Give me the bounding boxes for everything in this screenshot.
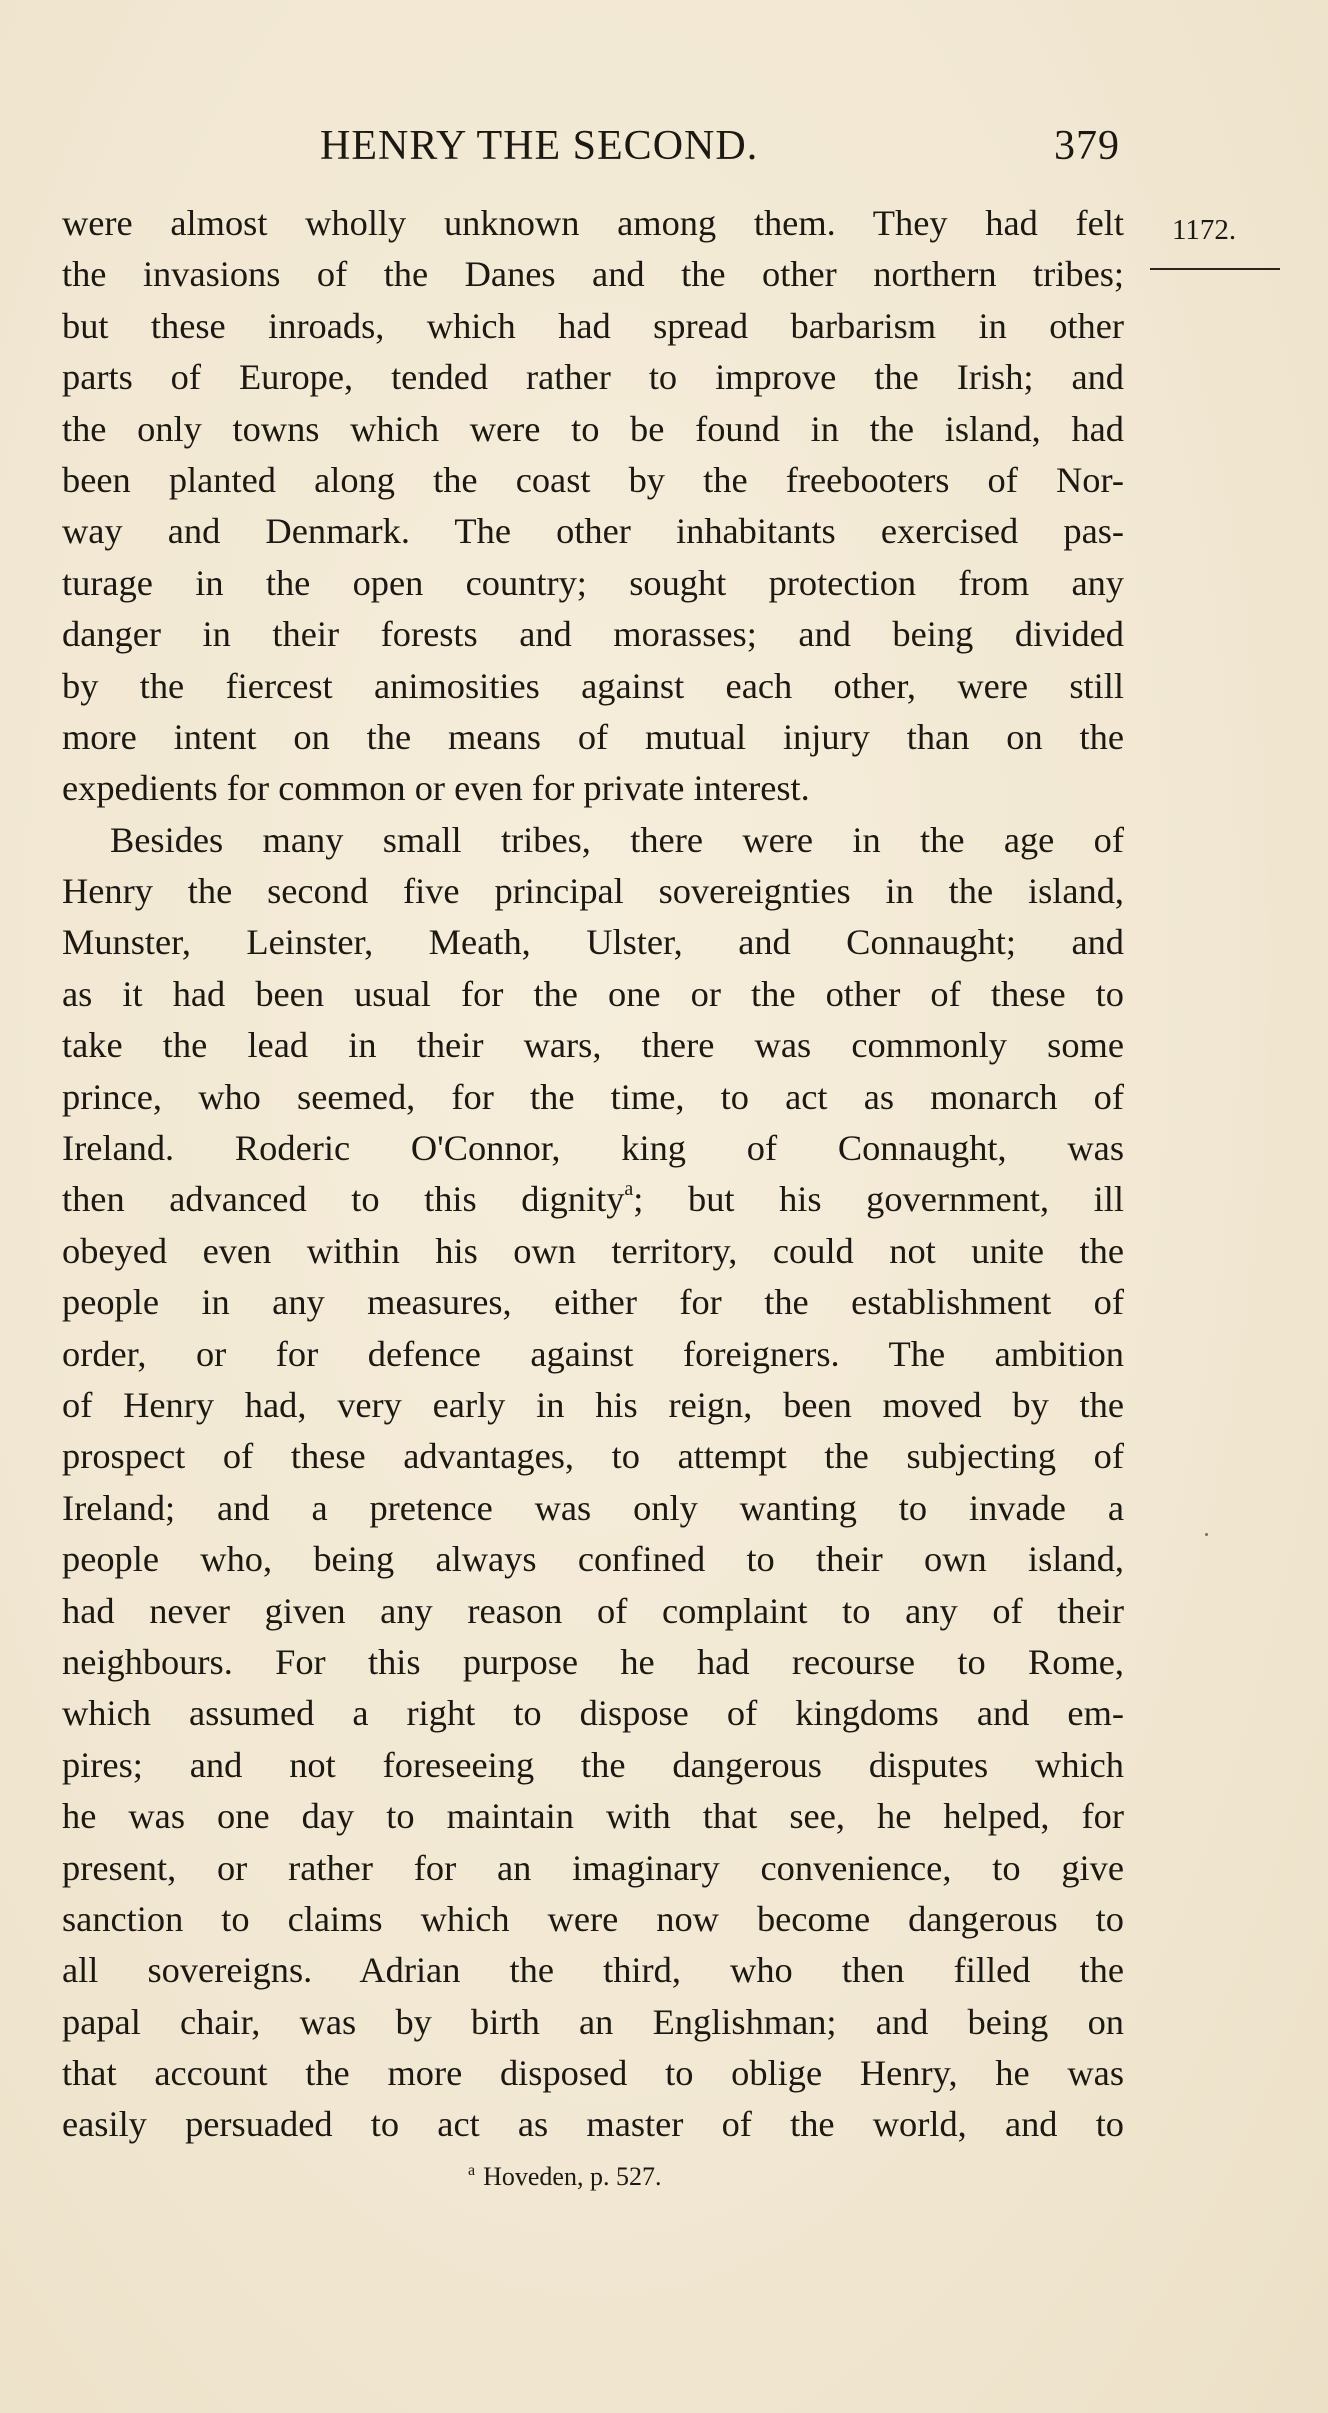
footnote-marker: a	[468, 2162, 476, 2179]
margin-rule	[1150, 268, 1280, 270]
text-line: he was one day to maintain with that see, he helped, for	[62, 1796, 1124, 1837]
text-line: the invasions of the Danes and the other northern tribes;	[62, 254, 1124, 295]
text-line: obeyed even within his own territory, could not unite the	[62, 1230, 1124, 1271]
body-text	[62, 198, 1124, 2151]
text-line: easily persuaded to act as master of the world, and to	[62, 2104, 1124, 2145]
page-header	[320, 122, 1120, 178]
text-line: turage in the open country; sought protection from any	[62, 562, 1124, 603]
text-line: neighbours. For this purpose he had recourse to Rome,	[62, 1641, 1124, 1682]
text-line: present, or rather for an imaginary convenience, to give	[62, 1847, 1124, 1888]
text-line: Besides many small tribes, there were in the age of	[110, 819, 1124, 860]
text-line: Ireland; and a pretence was only wanting to invade a	[62, 1487, 1124, 1528]
text-line: all sovereigns. Adrian the third, who then filled the	[62, 1950, 1124, 1991]
text-line: Munster, Leinster, Meath, Ulster, and Connaught; and	[62, 922, 1124, 963]
text-line: pires; and not foreseeing the dangerous disputes which	[62, 1744, 1124, 1785]
footnote-reference: a	[624, 1178, 634, 1201]
text-line: take the lead in their wars, there was commonly some	[62, 1025, 1124, 1066]
text-line: prospect of these advantages, to attempt the subjecting of	[62, 1436, 1124, 1477]
text-line: people in any measures, either for the establishment of	[62, 1282, 1124, 1323]
text-line: of Henry had, very early in his reign, been moved by the	[62, 1384, 1124, 1425]
text-line: which assumed a right to dispose of kingdoms and em-	[62, 1693, 1124, 1734]
text-line: papal chair, was by birth an Englishman; and being on	[62, 2001, 1124, 2042]
text-segment: ; but his government, ill	[633, 1179, 1124, 1220]
footnote	[468, 2162, 661, 2192]
text-line: Ireland. Roderic O'Connor, king of Connaught, was	[62, 1128, 1124, 1169]
text-line-with-footnote	[62, 1174, 1124, 1225]
text-line: order, or for defence against foreigners. The ambition	[62, 1333, 1124, 1374]
running-head: HENRY THE SECOND.	[320, 123, 759, 169]
text-line: but these inroads, which had spread barbarism in other	[62, 305, 1124, 346]
text-line: expedients for common or even for private interest.	[62, 768, 810, 809]
text-line: by the fiercest animosities against each other, were still	[62, 665, 1124, 706]
text-line: people who, being always confined to their own island,	[62, 1539, 1124, 1580]
text-line: Henry the second five principal sovereignties in the island,	[62, 871, 1124, 912]
text-line: prince, who seemed, for the time, to act as monarch of	[62, 1076, 1124, 1117]
text-line: parts of Europe, tended rather to improve the Irish; and	[62, 357, 1124, 398]
margin-year-note: 1172.	[1172, 214, 1237, 246]
text-line: way and Denmark. The other inhabitants exercised pas-	[62, 511, 1124, 552]
footnote-text: Hoveden, p. 527.	[483, 2162, 662, 2191]
text-line: that account the more disposed to oblige Henry, he was	[62, 2053, 1124, 2094]
page-number: 379	[1054, 123, 1120, 169]
text-line: as it had been usual for the one or the other of these to	[62, 973, 1124, 1014]
text-line: more intent on the means of mutual injury than on the	[62, 716, 1124, 757]
text-line: had never given any reason of complaint to any of their	[62, 1590, 1124, 1631]
text-line: danger in their forests and morasses; and being divided	[62, 614, 1124, 655]
text-line: sanction to claims which were now become dangerous to	[62, 1898, 1124, 1939]
text-segment: then advanced to this dignity	[62, 1179, 625, 1220]
text-line: were almost wholly unknown among them. They had felt	[62, 203, 1124, 243]
paper-speck	[1205, 1533, 1208, 1536]
text-line: the only towns which were to be found in the island, had	[62, 408, 1124, 449]
text-line: been planted along the coast by the freebooters of Nor-	[62, 459, 1124, 500]
